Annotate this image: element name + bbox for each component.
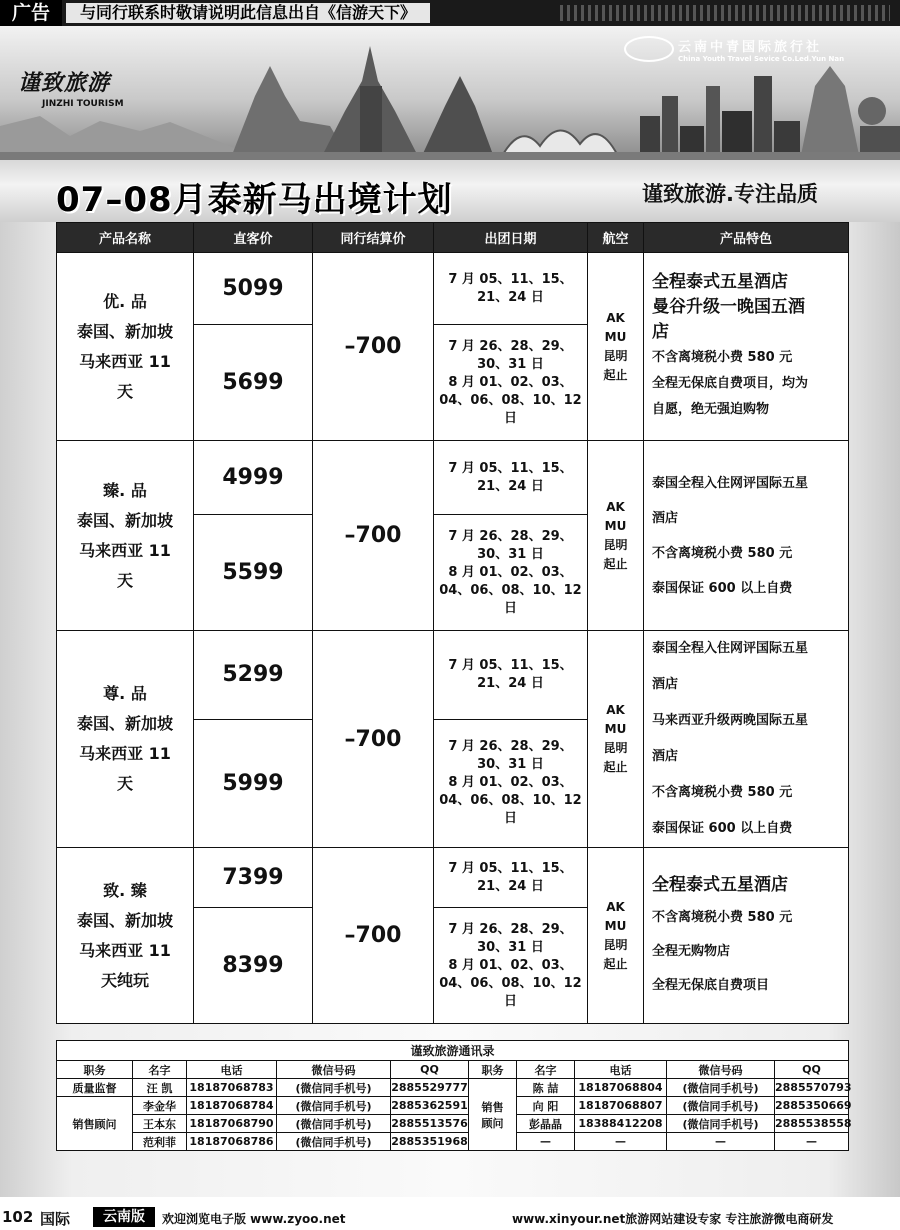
footer-left-text: 欢迎浏览电子版 www.zyoo.net [162, 1212, 346, 1226]
retail-price: 5699 [194, 325, 313, 441]
contact-name: 范利菲 [133, 1133, 187, 1151]
date-line: 21、24 日 [477, 675, 544, 691]
section-label: 国际 [40, 1210, 71, 1228]
feature-line: 不含离境税小费 580 元 [652, 350, 793, 365]
contact-qq: 2885570793 [775, 1079, 849, 1097]
contact-qq: 2885362591 [391, 1097, 469, 1115]
departure-dates-july-august [434, 719, 588, 847]
cyts-logo [620, 36, 890, 63]
slogan: 谨致旅游.专注品质 [642, 182, 818, 206]
product-name-line: 泰国、新加坡 [76, 714, 173, 733]
date-line: 04、06、08、10、12 [439, 975, 582, 991]
table-row [57, 631, 849, 720]
date-line: 7 月 26、28、29、 [448, 528, 573, 544]
source-notice: 与同行联系时敬请说明此信息出自《信游天下》 [66, 3, 430, 23]
contact-role-line: 销售 [481, 1100, 504, 1114]
contact-phone: 18187068786 [187, 1133, 277, 1151]
feature-line: 酒店 [652, 677, 679, 692]
contact-header: 名字 [133, 1061, 187, 1079]
retail-price: 7399 [194, 848, 313, 908]
date-line: 21、24 日 [477, 289, 544, 305]
retail-price: 5999 [194, 719, 313, 847]
departure-dates-july-august [434, 908, 588, 1024]
contact-header: QQ [391, 1061, 469, 1079]
jinzhi-logo-sub: JINZHI TOURISM [42, 99, 124, 109]
airline-line: 起止 [603, 367, 628, 382]
header-peer-price: 同行结算价 [313, 223, 434, 253]
contact-name: 彭晶晶 [517, 1115, 575, 1133]
feature-line: 泰国全程入住网评国际五星 [652, 475, 809, 491]
date-line: 04、06、08、10、12 [439, 582, 582, 598]
date-line: 30、31 日 [477, 356, 544, 372]
feature-line: 全程泰式五星酒店 [652, 272, 788, 292]
contact-wechat: (微信同手机号) [667, 1115, 775, 1133]
date-line: 8 月 01、02、03、 [448, 957, 573, 973]
retail-price: 4999 [194, 441, 313, 515]
airline [588, 253, 644, 441]
feature-line: 不含离境税小费 580 元 [652, 785, 793, 800]
feature-line: 泰国保证 600 以上自费 [652, 821, 793, 836]
table-row [57, 1079, 849, 1097]
contact-phone: 18388412208 [575, 1115, 667, 1133]
table-row [57, 1133, 849, 1151]
airline [588, 848, 644, 1024]
feature-line: 不含离境税小费 580 元 [652, 545, 793, 561]
title-bar [0, 160, 900, 222]
product-name-line: 马来西亚 11 [79, 744, 171, 763]
contact-header: 职务 [57, 1061, 133, 1079]
departure-dates-july-early [434, 441, 588, 515]
contact-phone: 18187068783 [187, 1079, 277, 1097]
contact-caption: 谨致旅游通讯录 [57, 1041, 849, 1061]
airline [588, 631, 644, 848]
airline-line: AK [606, 499, 625, 514]
date-line: 7 月 05、11、15、 [448, 460, 573, 476]
date-line: 7 月 26、28、29、 [448, 739, 573, 755]
contact-header: 电话 [187, 1061, 277, 1079]
header-retail-price: 直客价 [194, 223, 313, 253]
date-line: 21、24 日 [477, 478, 544, 494]
airline-line: MU [604, 518, 627, 533]
date-line: 8 月 01、02、03、 [448, 374, 573, 390]
contact-qq: 2885538558 [775, 1115, 849, 1133]
feature-line: 全程无保底自费项目，均为 [652, 376, 809, 391]
header-airline: 航空 [588, 223, 644, 253]
contact-name: 李金华 [133, 1097, 187, 1115]
product-name [57, 631, 194, 848]
contact-name: 汪 凯 [133, 1079, 187, 1097]
product-name-line: 优. 品 [103, 291, 147, 311]
product-features [644, 631, 849, 848]
airline-line: AK [606, 310, 625, 325]
airline [588, 441, 644, 631]
product-name-line: 泰国、新加坡 [76, 321, 173, 341]
date-line: 7 月 26、28、29、 [448, 921, 573, 937]
contact-wechat: (微信同手机号) [277, 1115, 391, 1133]
feature-line: 店 [652, 322, 669, 342]
date-line: 7 月 26、28、29、 [448, 338, 573, 354]
product-name-line: 致. 臻 [103, 880, 147, 900]
cyts-emblem-icon [624, 36, 674, 62]
product-name-line: 马来西亚 11 [79, 940, 171, 960]
decorative-stripe [560, 5, 890, 21]
date-line: 日 [503, 600, 517, 616]
airline-line: 昆明 [603, 348, 628, 363]
header-departure-dates: 出团日期 [434, 223, 588, 253]
product-features [644, 441, 849, 631]
contact-role: 销售顾问 [57, 1097, 133, 1151]
table-row [57, 848, 849, 908]
airline-line: 昆明 [603, 937, 628, 952]
product-name-line: 尊. 品 [103, 684, 147, 703]
contact-role: 质量监督 [57, 1079, 133, 1097]
product-name-line: 天纯玩 [100, 970, 149, 990]
contact-caption-row [57, 1041, 849, 1061]
product-name [57, 441, 194, 631]
date-line: 7 月 05、11、15、 [448, 657, 573, 673]
page-number: 102 [2, 1208, 34, 1226]
product-name-line: 马来西亚 11 [79, 351, 171, 371]
product-table [56, 222, 849, 1024]
contact-role-line: 顾问 [481, 1116, 504, 1130]
date-line: 30、31 日 [477, 757, 544, 773]
product-name-line: 天 [116, 381, 133, 401]
feature-line: 酒店 [652, 510, 679, 526]
table-row [57, 253, 849, 325]
cyts-name-en: China Youth Travel Sevice Co.Led.Yun Nan [678, 55, 845, 63]
contact-phone: 18187068807 [575, 1097, 667, 1115]
feature-line: 全程无保底自费项目 [652, 977, 770, 993]
contact-name: — [517, 1133, 575, 1151]
peer-price: –700 [313, 441, 434, 631]
contact-name: 王本东 [133, 1115, 187, 1133]
table-row [57, 1097, 849, 1115]
feature-line: 马来西亚升级两晚国际五星 [652, 713, 809, 728]
product-name-line: 天 [116, 570, 133, 590]
departure-dates-july-early [434, 848, 588, 908]
cyts-name-cn: 云南中青国际旅行社 [678, 40, 823, 55]
airline-line: 起止 [603, 556, 628, 571]
peer-price: –700 [313, 253, 434, 441]
date-line: 7 月 05、11、15、 [448, 271, 573, 287]
retail-price: 8399 [194, 908, 313, 1024]
date-line: 30、31 日 [477, 546, 544, 562]
contact-header: 微信号码 [667, 1061, 775, 1079]
contact-qq: 2885350669 [775, 1097, 849, 1115]
top-notice-bar [0, 0, 900, 26]
departure-dates-july-august [434, 325, 588, 441]
airline-line: AK [606, 899, 625, 914]
contact-wechat: (微信同手机号) [667, 1097, 775, 1115]
contact-header: 名字 [517, 1061, 575, 1079]
product-name-line: 天 [116, 774, 133, 793]
contact-qq: 2885351968 [391, 1133, 469, 1151]
airline-line: MU [604, 329, 627, 344]
departure-dates-july-early [434, 253, 588, 325]
peer-price: –700 [313, 631, 434, 848]
product-table-header [57, 223, 849, 253]
date-line: 8 月 01、02、03、 [448, 564, 573, 580]
jinzhi-logo-script: 谨致旅游 [18, 70, 111, 96]
airline-line: 昆明 [603, 741, 628, 755]
jinzhi-logo [18, 66, 148, 109]
page-footer [0, 1200, 900, 1230]
table-row [57, 441, 849, 515]
contact-wechat: (微信同手机号) [277, 1097, 391, 1115]
airline-line: 起止 [603, 760, 628, 774]
airline-line: MU [604, 722, 627, 736]
feature-line: 自愿，绝无强迫购物 [652, 402, 770, 417]
product-name [57, 253, 194, 441]
contact-phone: 18187068804 [575, 1079, 667, 1097]
edition-badge: 云南版 [93, 1207, 155, 1227]
contact-header: 微信号码 [277, 1061, 391, 1079]
date-line: 30、31 日 [477, 939, 544, 955]
retail-price: 5299 [194, 631, 313, 720]
date-line: 日 [503, 811, 517, 827]
product-features [644, 848, 849, 1024]
feature-line: 全程无购物店 [652, 943, 731, 959]
departure-dates-july-early [434, 631, 588, 720]
contact-wechat: — [667, 1133, 775, 1151]
contact-qq: 2885513576 [391, 1115, 469, 1133]
contact-name: 陈 喆 [517, 1079, 575, 1097]
ad-tag: 广告 [0, 0, 62, 26]
product-name-line: 泰国、新加坡 [76, 510, 173, 530]
date-line: 21、24 日 [477, 878, 544, 894]
contact-header-row [57, 1061, 849, 1079]
header-features: 产品特色 [644, 223, 849, 253]
footer-right-text: www.xinyour.net旅游网站建设专家 专注旅游微电商研发 [512, 1212, 834, 1226]
contact-phone: 18187068784 [187, 1097, 277, 1115]
contact-qq: 2885529777 [391, 1079, 469, 1097]
header-product-name: 产品名称 [57, 223, 194, 253]
contact-phone: 18187068790 [187, 1115, 277, 1133]
airline-line: MU [604, 918, 627, 933]
contact-header: 电话 [575, 1061, 667, 1079]
date-line: 日 [503, 993, 517, 1009]
retail-price: 5099 [194, 253, 313, 325]
date-line: 7 月 05、11、15、 [448, 860, 573, 876]
contact-header: QQ [775, 1061, 849, 1079]
table-row [57, 1115, 849, 1133]
product-name-line: 马来西亚 11 [79, 540, 171, 560]
product-name-line: 臻. 品 [103, 480, 147, 500]
product-features [644, 253, 849, 441]
date-line: 8 月 01、02、03、 [448, 775, 573, 791]
contact-directory [56, 1040, 852, 1151]
date-line: 04、06、08、10、12 [439, 392, 582, 408]
feature-line: 酒店 [652, 749, 679, 764]
feature-line: 全程泰式五星酒店 [652, 874, 788, 895]
peer-price: –700 [313, 848, 434, 1024]
product-name [57, 848, 194, 1024]
contact-wechat: (微信同手机号) [667, 1079, 775, 1097]
contact-role [469, 1079, 517, 1151]
departure-dates-july-august [434, 515, 588, 631]
retail-price: 5599 [194, 515, 313, 631]
airline-line: 昆明 [603, 537, 628, 552]
contact-name: 向 阳 [517, 1097, 575, 1115]
feature-line: 不含离境税小费 580 元 [652, 909, 793, 925]
contact-phone: — [575, 1133, 667, 1151]
airline-line: AK [606, 703, 625, 717]
product-name-line: 泰国、新加坡 [76, 910, 173, 930]
date-line: 04、06、08、10、12 [439, 793, 582, 809]
contact-wechat: (微信同手机号) [277, 1133, 391, 1151]
feature-line: 曼谷升级一晚国五酒 [652, 297, 805, 317]
page-title: 07–08月泰新马出境计划 [56, 180, 453, 220]
contact-wechat: (微信同手机号) [277, 1079, 391, 1097]
date-line: 日 [503, 410, 517, 426]
contact-qq: — [775, 1133, 849, 1151]
feature-line: 泰国保证 600 以上自费 [652, 580, 793, 596]
feature-line: 泰国全程入住网评国际五星 [652, 641, 809, 656]
contact-header: 职务 [469, 1061, 517, 1079]
banner [0, 26, 900, 160]
airline-line: 起止 [603, 956, 628, 971]
